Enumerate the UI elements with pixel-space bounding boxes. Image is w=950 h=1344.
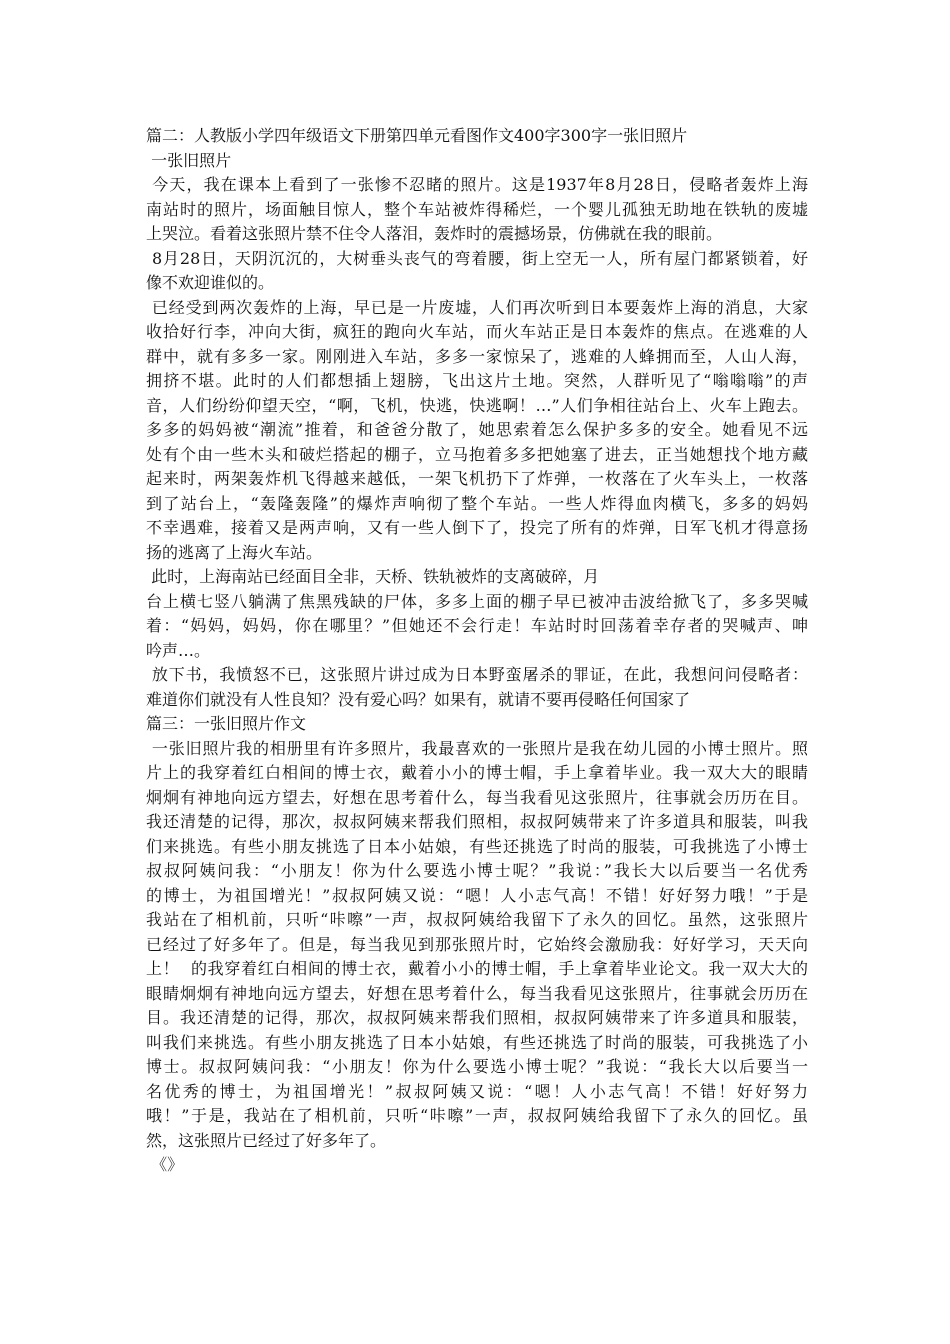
text-line: 博士。叔叔阿姨问我：“小朋友！你为什么要选小博士呢？”我说：“我长大以后要当一 — [146, 1057, 808, 1076]
text-line: 们来挑选。有些小朋友挑选了日本小姑娘，有些还挑选了时尚的服装，可我挑选了小博士 — [146, 836, 808, 856]
text-line: 名优秀的博士，为祖国增光！”叔叔阿姨又说：“嗯！人小志气高！不错！好好努力 — [146, 1081, 808, 1101]
text-line: 的博士，为祖国增光！”叔叔阿姨又说：“嗯！人小志气高！不错！好好努力哦！”于是 — [146, 885, 808, 905]
text-line: 眼睛炯炯有神地向远方望去，好想在思考着什么，每当我看见这张照片，往事就会历历在 — [146, 983, 808, 1003]
text-line: 扬的逃离了上海火车站。 — [146, 542, 323, 562]
text-line: 上哭泣。看着这张照片禁不住令人落泪，轰炸时的震撼场景，仿佛就在我的眼前。 — [146, 224, 723, 243]
essay-title: 一张旧照片 — [146, 150, 232, 170]
text-line: 到了站台上，“轰隆轰隆”的爆炸声响彻了整个车站。一些人炸得血肉横飞，多多的妈妈 — [146, 493, 808, 513]
text-line: 吟声…。 — [146, 640, 211, 660]
text-line: 一张旧照片我的相册里有许多照片，我最喜欢的一张照片是我在幼儿园的小博士照片。照 — [146, 738, 808, 758]
closing-marks: 《》 — [146, 1155, 184, 1174]
text-line: 今天，我在课本上看到了一张惨不忍睹的照片。这是1937年8月28日，侵略者轰炸上海 — [146, 175, 808, 194]
text-line: 处有个由一些木头和破烂搭起的棚子，立马抱着多多把她塞了进去，正当她想找个地方藏 — [146, 444, 808, 464]
document-page — [146, 124, 808, 1178]
text-line: 放下书，我愤怒不已，这张照片讲过成为日本野蛮屠杀的罪证，在此，我想问问侵略者： — [146, 665, 808, 684]
text-line: 拥挤不堪。此时的人们都想插上翅膀，飞出这片土地。突然，人群听见了“嗡嗡嗡”的声 — [146, 371, 808, 390]
text-line: 台上横七竖八躺满了焦黑残缺的尸体，多多上面的棚子早已被冲击波给掀飞了，多多哭喊 — [146, 591, 808, 611]
text-line: 叫我们来挑选。有些小朋友挑选了日本小姑娘，有些还挑选了时尚的服装，可我挑选了小 — [146, 1032, 808, 1052]
text-line: 炯炯有神地向远方望去，好想在思考着什么，每当我看见这张照片，往事就会历历在目。 — [146, 787, 808, 807]
text-line: 目。我还清楚的记得，那次，叔叔阿姨来帮我们照相，叔叔阿姨带来了许多道具和服装， — [146, 1008, 808, 1027]
text-line: 已经受到两次轰炸的上海，早已是一片废墟，人们再次听到日本要轰炸上海的消息，大家 — [146, 297, 808, 317]
text-line: 群中，就有多多一家。刚刚进入车站，多多一家惊呆了，逃难的人蜂拥而至，人山人海， — [146, 346, 808, 366]
text-line: 起来时，两架轰炸机飞得越来越低，一架飞机扔下了炸弹，一枚落在了火车头上，一枚落 — [146, 469, 808, 488]
text-line: 音，人们纷纷仰望天空，“啊，飞机，快逃，快逃啊！…”人们争相往站台上、火车上跑去。 — [146, 395, 808, 415]
text-line: 叔叔阿姨问我：“小朋友！你为什么要选小博士呢？”我说：”我长大以后要当一名优秀 — [146, 861, 808, 880]
text-line: 收拾好行李，冲向大街，疯狂的跑向火车站，而火车站正是日本轰炸的焦点。在逃难的人 — [146, 322, 808, 341]
text-line: 片上的我穿着红白相间的博士衣，戴着小小的博士帽，手上拿着毕业。我一双大大的眼睛 — [146, 763, 808, 782]
text-line: 不幸遇难，接着又是两声响，又有一些人倒下了，投完了所有的炸弹，日军飞机才得意扬 — [146, 518, 808, 537]
text-line: 多多的妈妈被“潮流”推着，和爸爸分散了，她思索着怎么保护多多的安全。她看见不远 — [146, 420, 808, 439]
section-heading: 篇二：人教版小学四年级语文下册第四单元看图作文400字300字一张旧照片 — [146, 126, 688, 145]
text-line: 我站在了相机前，只听“咔嚓”一声，叔叔阿姨给我留下了永久的回忆。虽然，这张照片 — [146, 910, 808, 929]
text-line: 8月28日，天阴沉沉的，大树垂头丧气的弯着腰，街上空无一人，所有屋门都紧锁着，好 — [146, 248, 808, 268]
section-heading: 篇三：一张旧照片作文 — [146, 714, 307, 733]
text-line: 像不欢迎谁似的。 — [146, 273, 275, 292]
text-line: 着：“妈妈，妈妈，你在哪里？”但她还不会行走！车站时时回荡着幸存者的哭喊声、呻 — [146, 616, 808, 635]
text-line: 然，这张照片已经过了好多年了。 — [146, 1130, 387, 1150]
text-line: 此时，上海南站已经面目全非，天桥、铁轨被炸的支离破碎，月 — [146, 567, 600, 586]
text-line: 我还清楚的记得，那次，叔叔阿姨来帮我们照相，叔叔阿姨带来了许多道具和服装，叫我 — [146, 812, 808, 831]
text-line: 哦！”于是，我站在了相机前，只听“咔嚓”一声，叔叔阿姨给我留下了永久的回忆。虽 — [146, 1106, 808, 1125]
text-line: 上！ 的我穿着红白相间的博士衣，戴着小小的博士帽，手上拿着毕业论文。我一双大大的 — [146, 959, 808, 978]
text-line: 难道你们就没有人性良知？没有爱心吗？如果有，就请不要再侵略任何国家了 — [146, 689, 691, 709]
text-line: 已经过了好多年了。但是，每当我见到那张照片时，它始终会激励我：好好学习，天天向 — [146, 934, 808, 954]
text-line: 南站时的照片，场面触目惊人，整个车站被炸得稀烂，一个婴儿孤独无助地在铁轨的废墟 — [146, 199, 808, 219]
